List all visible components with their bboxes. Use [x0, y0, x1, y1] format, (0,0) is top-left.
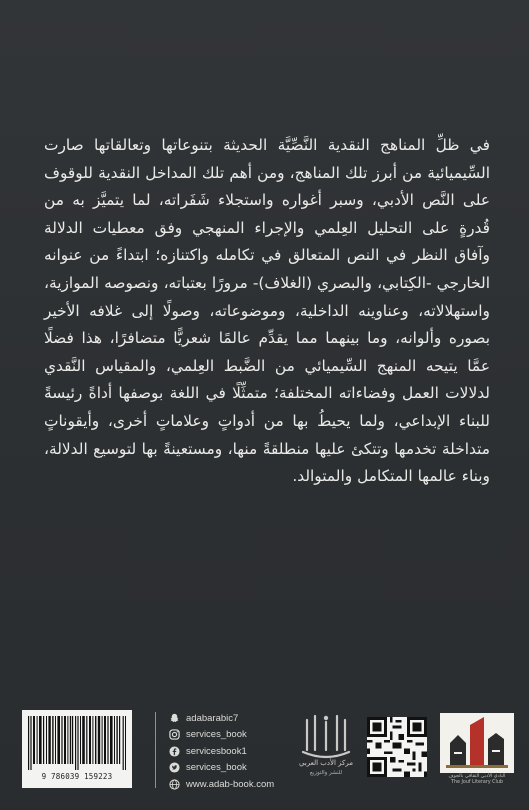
- social-item-instagram[interactable]: [168, 727, 293, 744]
- social-item-facebook[interactable]: [168, 743, 293, 760]
- literary-club-logo-icon: [440, 713, 514, 773]
- barcode-bars: [28, 716, 126, 770]
- snapchat-handle: adabarabic7: [186, 712, 239, 724]
- synopsis-text: [44, 132, 490, 491]
- snapchat-icon: [168, 712, 180, 724]
- social-links: [168, 710, 293, 793]
- literary-club-name: [440, 774, 514, 786]
- social-item-twitter[interactable]: [168, 760, 293, 777]
- publisher-name: مركز الأدب العربي: [298, 759, 353, 767]
- instagram-handle: services_book: [186, 729, 247, 741]
- twitter-handle: services_book: [186, 762, 247, 774]
- globe-icon: [168, 778, 180, 790]
- instagram-icon: [168, 729, 180, 741]
- synopsis-paragraph: في ظلِّ المناهج النقدية النَّصِّيَّة الحديثة بتنوعاتها وتعالقاتها صارت السِّيميائية من أبرز تلك المناهج، ومن أهم تلك المداخل النقدية للوقوف على النَّص الأدبي، وسبر أغواره واستجلاء شَفَراته، لما يتميَّز به من قُدرةٍ على التحليل العِلمي والإجراء المنهجي وفق معطيات الدلالة وآفاق النظر في النص المتعالق في تكامله واكتنازه؛ ابتداءً من عنوانه الخارجي -الكِتابي، والبصري (الغلاف)- مرورًا بعتباته، ونصوصه الموازية، واستهلالاته، وعناوينه الداخلية، وموضوعاته، وصولًا إلى غلافه الأخير بصوره وألوانه، وما بينهما مما يقدِّم عالمًا شعريًّا متضافرًا، هذا فضلًا عمَّا يتيحه المنهج السِّيميائي من الضَّبط العِلمي، والمقياس النَّقدي لدلالات العمل وفضاءاته المختلفة؛ متمثِّلًا في اللغة بوصفها أداةً رئيسةً للبناء الإبداعي، ولما يحيطُ بها من أدواتٍ وعلاماتٍ أخرى، وأيقوناتٍ متداخلة تخدمها وتتكئ عليها منطلقةً منها، ومستعينةً بها لتوسيع الدلالة، وبناء عالمها المتكامل والمتوالد.: [44, 136, 490, 486]
- social-item-website[interactable]: [168, 776, 293, 793]
- isbn-number: 9 786039 159223: [41, 772, 113, 781]
- qr-code[interactable]: [367, 717, 427, 777]
- website-url: www.adab-book.com: [186, 778, 275, 790]
- facebook-handle: servicesbook1: [186, 745, 247, 757]
- isbn-barcode: [22, 710, 132, 788]
- publisher-subtitle: للنشر والتوزيع: [309, 770, 343, 776]
- social-item-snapchat[interactable]: [168, 710, 293, 727]
- facebook-icon: [168, 745, 180, 757]
- club-name-english: The Jouf Literary Club: [451, 780, 503, 785]
- twitter-icon: [168, 762, 180, 774]
- footer-divider: [155, 712, 156, 788]
- club-name-arabic: النادي الأدبي الثقافي بالجوف: [448, 774, 506, 779]
